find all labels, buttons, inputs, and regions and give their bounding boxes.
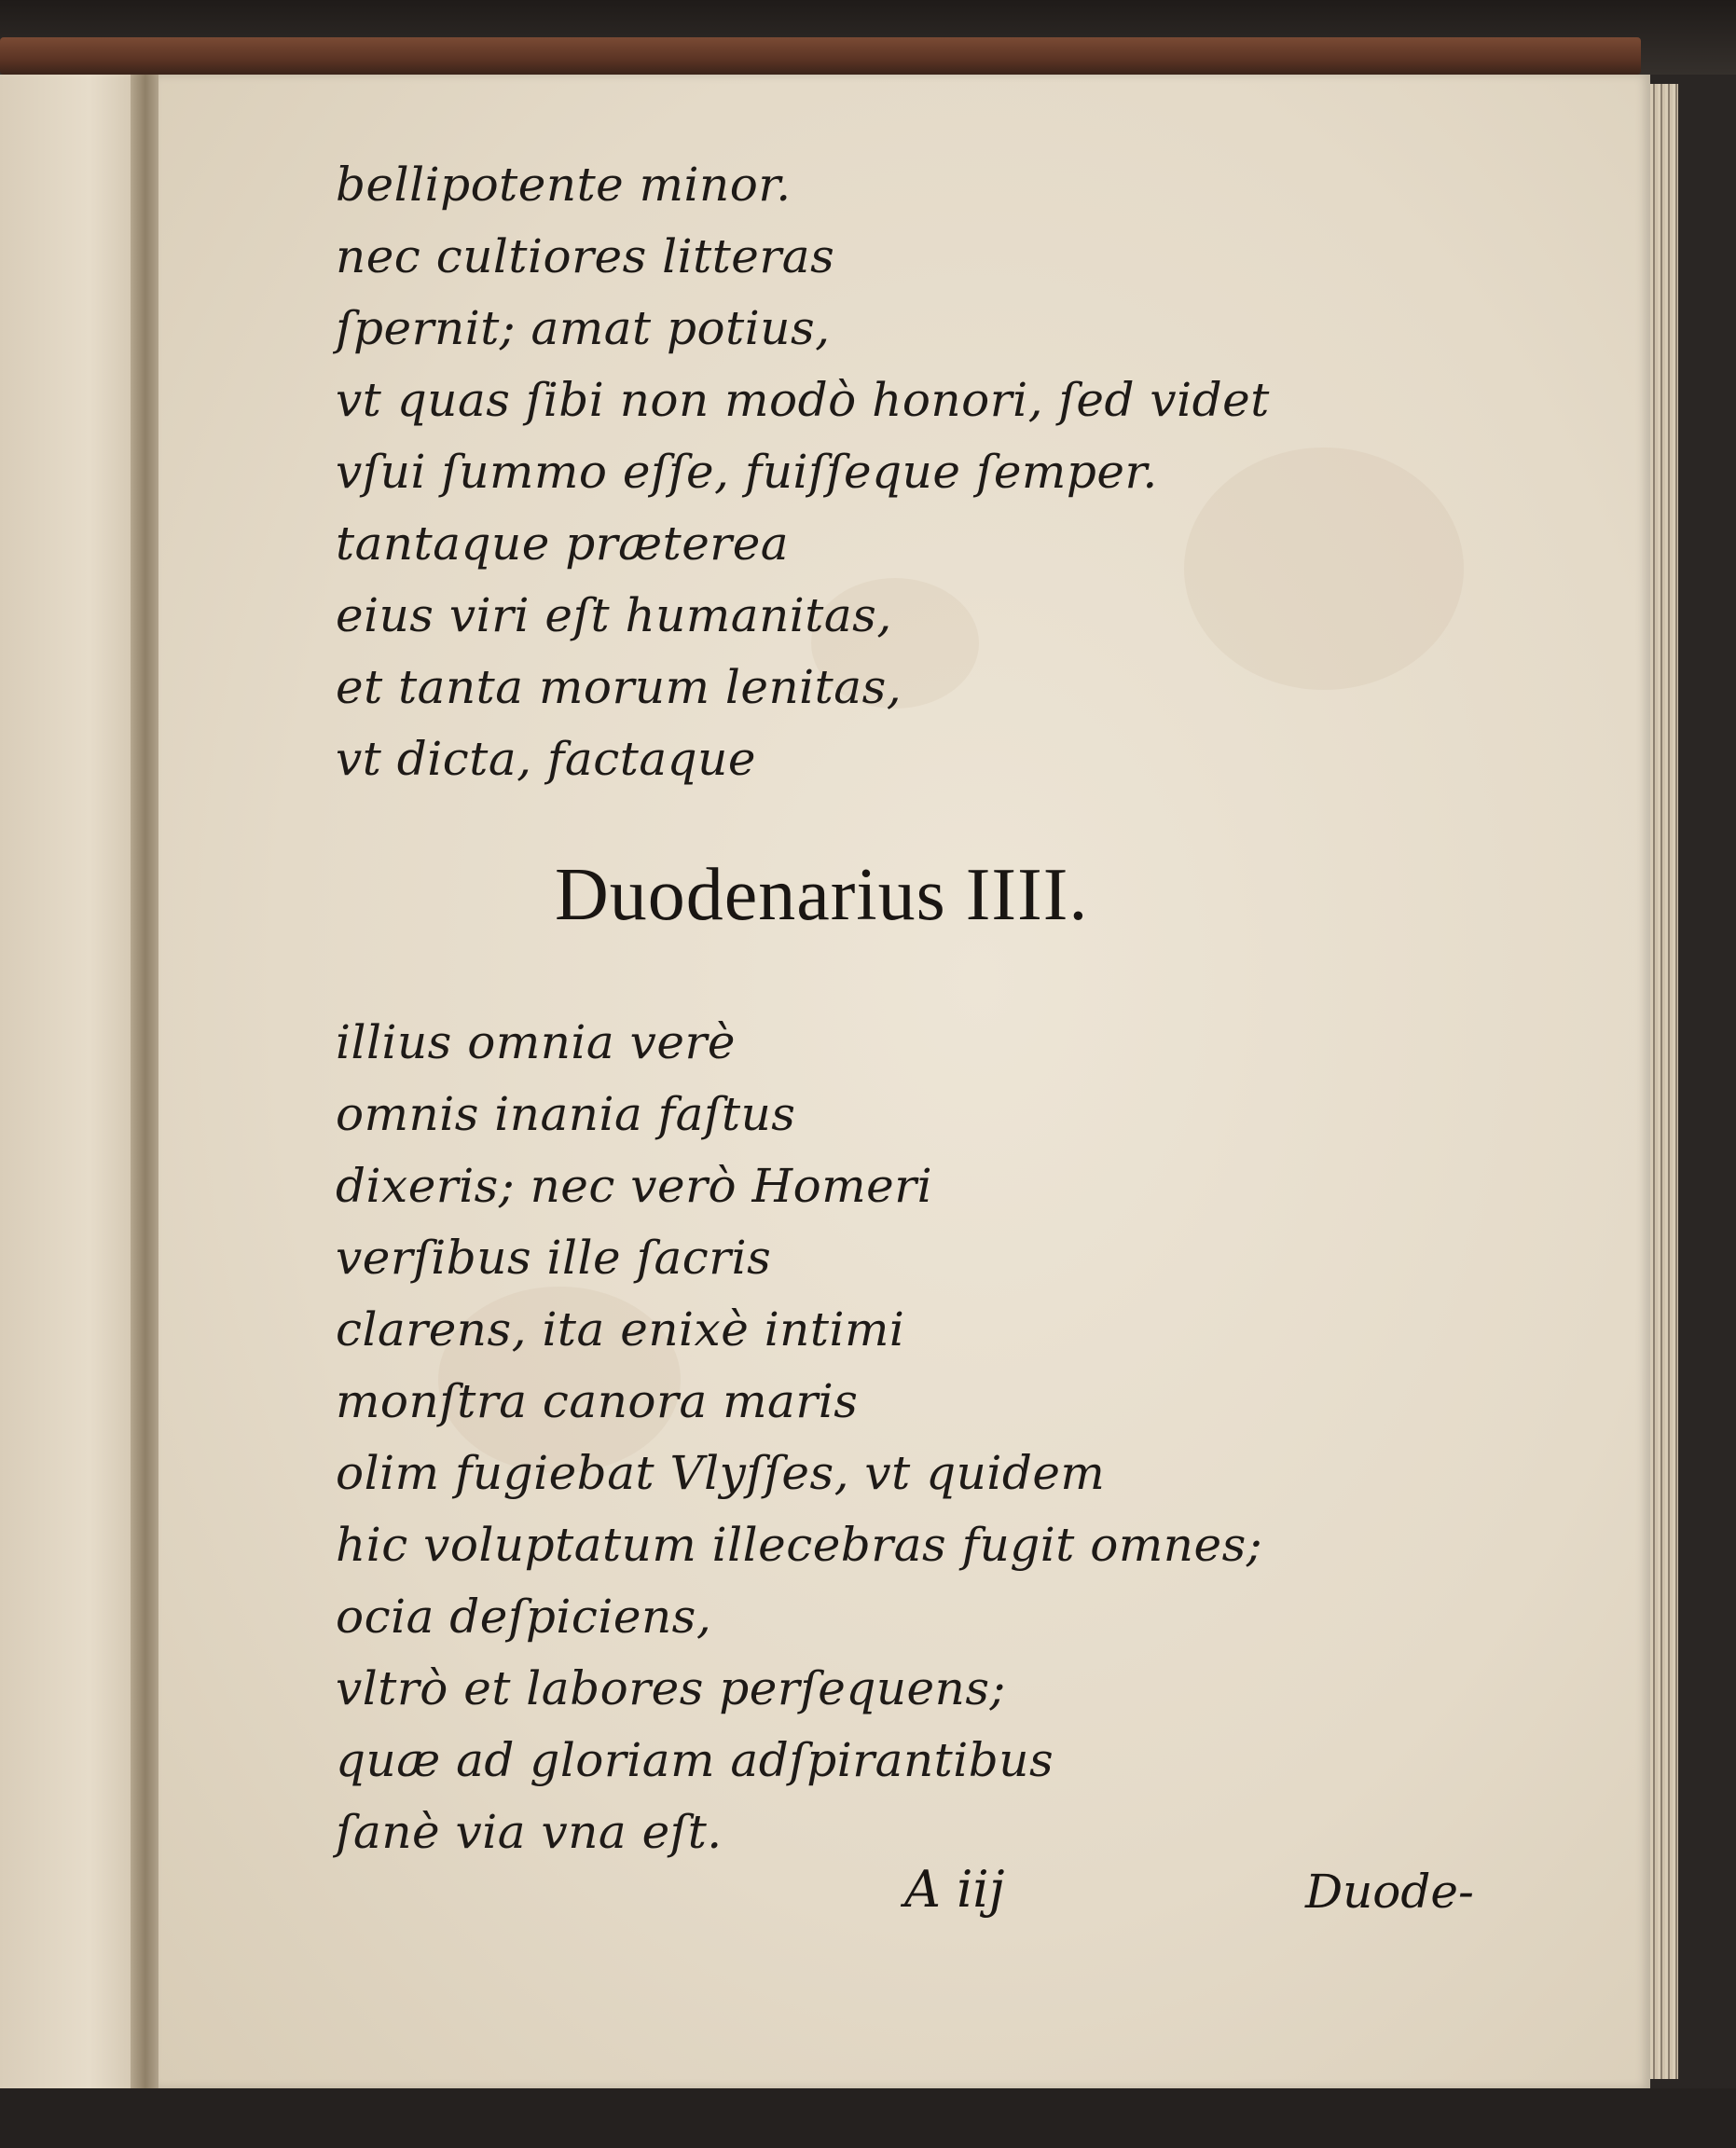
verse-line: ſpernit; amat potius, <box>336 301 831 355</box>
verse-line: omnis inania faſtus <box>336 1087 796 1141</box>
backdrop-bottom <box>0 2088 1736 2148</box>
verse-line: dixeris; nec verò Homeri <box>336 1159 933 1213</box>
verse-line: illius omnia verè <box>336 1015 736 1069</box>
verse-line: olim fugiebat Vlyſſes, vt quidem <box>336 1446 1106 1500</box>
page-edges <box>1650 84 1678 2079</box>
signature-mark: A iij <box>904 1860 1005 1919</box>
verse-line: clarens, ita enixè intimi <box>336 1302 905 1356</box>
verse-line: hic voluptatum illecebras fugit omnes; <box>336 1518 1263 1572</box>
catchword: Duode- <box>1305 1865 1474 1919</box>
verse-block-bottom <box>336 1007 1361 1868</box>
verse-line: et tanta morum lenitas, <box>336 660 902 714</box>
verse-line: vſui ſummo eſſe, fuiſſeque ſemper. <box>336 445 1158 499</box>
verse-line: vltrò et labores perſequens; <box>336 1661 1006 1715</box>
verse-line: ſanè via vna eſt. <box>336 1805 723 1859</box>
verse-line: eius viri eſt humanitas, <box>336 588 892 642</box>
verse-line: bellipotente minor. <box>336 158 792 212</box>
book-spine-edge <box>0 37 1641 75</box>
verse-line: verſibus ille ſacris <box>336 1231 772 1285</box>
verse-line: vt dicta, factaque <box>336 732 756 786</box>
verse-line: nec cultiores litteras <box>336 229 835 283</box>
section-heading: Duodenarius IIII. <box>555 854 1089 936</box>
verse-block-top <box>336 149 1361 795</box>
verse-line: vt quas ſibi non modò honori, ſed videt <box>336 373 1270 427</box>
verse-line: quæ ad gloriam adſpirantibus <box>336 1733 1054 1787</box>
verse-line: ocia deſpiciens, <box>336 1590 712 1644</box>
verse-line: monſtra canora maris <box>336 1374 859 1428</box>
left-page-edge <box>0 75 149 2107</box>
verse-line: tantaque præterea <box>336 516 790 571</box>
